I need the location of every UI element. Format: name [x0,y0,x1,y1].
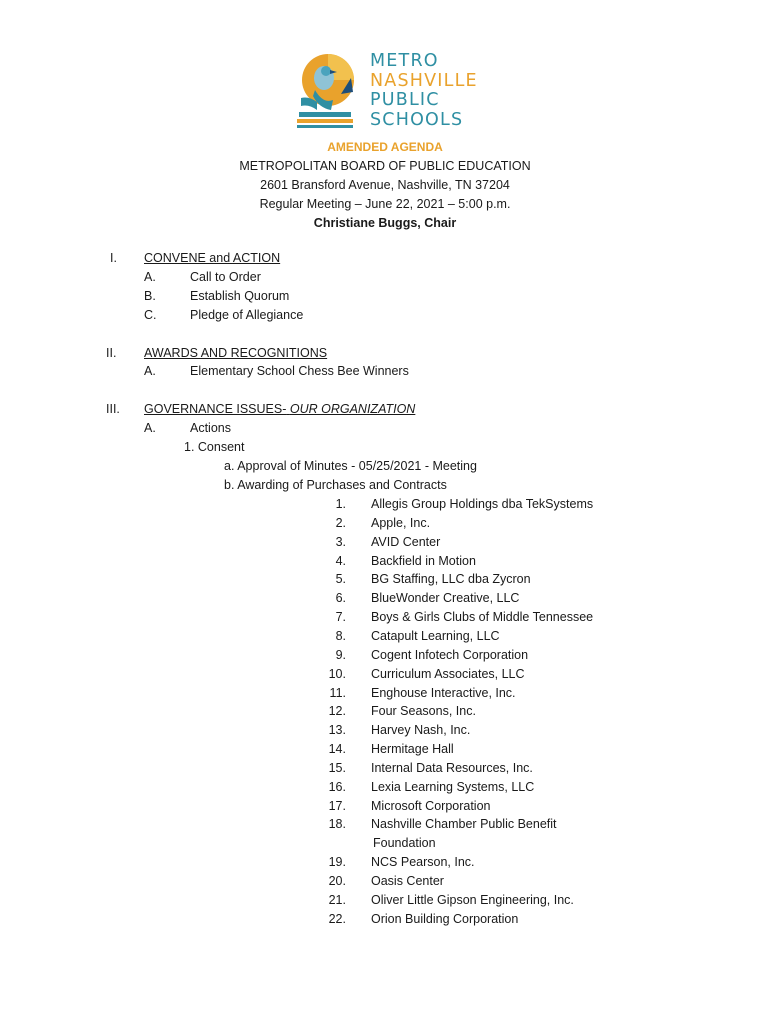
contract-name: Cogent Infotech Corporation [371,647,529,662]
contract-number: 20. [328,874,346,888]
contract-name: Backfield in Motion [371,553,476,568]
agenda-item: Elementary School Chess Bee Winners [190,364,409,378]
contract-number: 9. [335,647,346,662]
section-numeral-2: II. [106,346,117,360]
contract-name: Enghouse Interactive, Inc. [371,685,516,700]
section-title-1: CONVENE and ACTION [144,251,281,265]
contract-name: Oliver Little Gipson Engineering, Inc. [371,892,574,907]
section-title-2: AWARDS AND RECOGNITIONS [144,346,328,360]
contract-name: Lexia Learning Systems, LLC [371,779,535,794]
contract-name: NCS Pearson, Inc. [371,855,475,870]
contract-name: Curriculum Associates, LLC [371,666,525,681]
contract-name: BG Staffing, LLC dba Zycron [371,572,531,587]
section-title-3-main: GOVERNANCE ISSUES- [144,402,287,416]
consent-item-a: a. Approval of Minutes - 05/25/2021 - Meeting [224,459,477,473]
logo-line-metro: METRO [370,51,439,71]
contract-name: Apple, Inc. [371,515,431,530]
meeting-info: Regular Meeting – June 22, 2021 – 5:00 p.m. [259,197,511,211]
agenda-item: Call to Order [190,270,261,284]
consent-heading: 1. Consent [184,440,245,454]
contract-number: 8. [335,628,346,643]
contract-name: Nashville Chamber Public Benefit [371,817,557,832]
contract-name: BlueWonder Creative, LLC [371,591,520,606]
contract-number: 7. [335,610,346,625]
section-numeral-3: III. [106,402,120,416]
mnps-logo [293,52,478,134]
contract-number: 10. [328,666,346,681]
contract-number: 15. [328,760,346,775]
item-letter: A. [144,270,156,284]
logo-wordmark [370,52,478,130]
contract-number: 4. [335,553,346,568]
agenda-header [0,138,770,233]
mnps-logo-mark [293,52,365,134]
item-letter: C. [144,308,157,322]
contract-name: Internal Data Resources, Inc. [371,760,533,775]
contract-name: Allegis Group Holdings dba TekSystems [371,497,594,511]
item-letter: A. [144,421,156,435]
chair-name: Christiane Buggs, Chair [313,216,457,230]
consent-item-b: b. Awarding of Purchases and Contracts [224,478,447,492]
section-title-3 [144,400,415,419]
section-title-3-italic: OUR ORGANIZATION [289,402,416,416]
contract-number: 14. [328,742,346,757]
contract-number: 21. [328,892,346,907]
contract-number: 12. [328,704,346,719]
logo-line-public: PUBLIC [370,90,440,110]
contract-number: 17. [328,798,346,813]
contract-name: Harvey Nash, Inc. [371,723,471,738]
contract-number: 3. [335,534,346,549]
item-letter: A. [144,364,156,378]
contract-number: 2. [335,515,346,530]
contract-number: 16. [328,779,346,794]
logo-line-nashville: NASHVILLE [370,70,478,91]
contract-name: Oasis Center [371,874,444,888]
item-letter: B. [144,289,156,303]
contract-name: Orion Building Corporation [371,911,519,926]
contract-name: Boys & Girls Clubs of Middle Tennessee [371,610,594,625]
contract-name-continued: Foundation [373,836,436,851]
board-name: METROPOLITAN BOARD OF PUBLIC EDUCATION [239,159,531,173]
amended-agenda-title: AMENDED AGENDA [327,140,443,154]
contract-number: 1. [335,497,346,511]
section-numeral-1: I. [110,251,117,265]
contract-number: 18. [328,817,346,832]
contract-number: 13. [328,723,346,738]
contract-number: 22. [328,911,346,926]
logo-line-schools: SCHOOLS [370,109,464,130]
contract-number: 19. [328,855,346,870]
contract-number: 11. [329,685,346,700]
contract-number: 5. [335,572,346,587]
contract-name: Four Seasons, Inc. [371,704,476,719]
contract-number: 6. [335,591,346,606]
contract-name: Microsoft Corporation [371,798,491,813]
agenda-item: Establish Quorum [190,289,290,303]
contract-name: Hermitage Hall [371,742,454,757]
board-address: 2601 Bransford Avenue, Nashville, TN 37204 [260,178,510,192]
agenda-item: Pledge of Allegiance [190,308,304,322]
contract-name: AVID Center [371,534,441,549]
agenda-item: Actions [190,421,231,435]
contract-name: Catapult Learning, LLC [371,628,500,643]
